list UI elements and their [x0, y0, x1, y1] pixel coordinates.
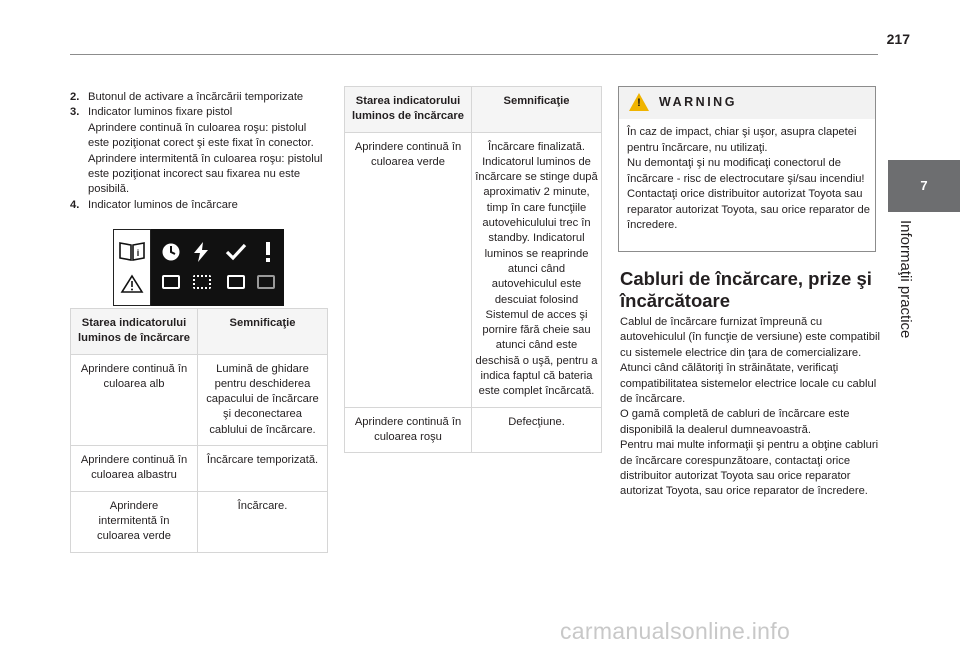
legend-list [70, 90, 328, 213]
exclamation-icon [263, 241, 273, 263]
list-item-number: 3. [70, 106, 80, 119]
table-cell: Defecţiune. [472, 407, 602, 453]
book-info-icon [118, 240, 146, 262]
list-item-text: Butonul de activare a încărcării temporizate [88, 91, 304, 103]
table-cell: Aprindere intermitentă în culoarea verde [71, 491, 198, 552]
table-row [71, 446, 328, 492]
clock-icon [161, 242, 181, 262]
table-cell: Încărcare temporizată. [198, 446, 328, 492]
section-title: Cabluri de încărcare, prize şi încărcătoare [620, 268, 872, 311]
table-cell: Aprindere continuă în culoarea verde [345, 132, 472, 407]
table-row [345, 407, 602, 453]
paragraph: Cablul de încărcare furnizat împreună cu autovehiculul (în funcţie de versiune) este compatibil cu sistemele electrice din ţara de comercializare. Atunci când călătoriţi în străinătate, verificaţi compatibilitatea sistemelor electrice locale cu cablul de încărcare. [620, 316, 880, 406]
list-item [70, 198, 328, 213]
list-item-number: 4. [70, 198, 80, 211]
indicator-legend-panel [113, 229, 151, 306]
lightning-icon [191, 241, 211, 263]
table-cell: Încărcare finalizată. Indicatorul luminos de încărcare se stinge după aproximativ 2 minute, timp în care funcţiile autovehiculului trec în standby. Indicatorul luminos se reaprinde atunci când autovehiculul este descuiat folosind Sistemul de acces şi pornire fără cheie sau atunci când este deschisă o uşă, pentru a indica faptul că bateria este complet încărcată. [472, 132, 602, 407]
indicator-status-table-2 [344, 86, 602, 453]
indicator-lamp [162, 275, 180, 289]
list-item-text: Indicator luminos fixare pistol [88, 106, 233, 119]
list-item [70, 90, 328, 105]
table-header-row [345, 87, 602, 133]
svg-text:i: i [136, 248, 140, 258]
table-header: Starea indicatorului luminos de încărcare [71, 309, 198, 355]
table-header: Starea indicatorului luminos de încărcare [345, 87, 472, 133]
warning-title: WARNING [659, 95, 737, 109]
table-header: Semnificaţie [472, 87, 602, 133]
warning-text [627, 125, 873, 234]
indicator-lamp [193, 275, 211, 289]
list-item-text: Aprindere intermitentă în culoarea roşu: pistolul este poziţionat incorect sau fixarea nu este posibilă. [88, 152, 323, 196]
list-item-text: Aprindere continuă în culoarea roşu: pistolul este poziţionat corect şi este fixat în conector. [88, 121, 314, 150]
warning-line: Contactaţi orice distribuitor autorizat Toyota sau reparator autorizat Toyota, sau orice reparator de încredere. [627, 188, 870, 231]
list-item-text: Indicator luminos de încărcare [88, 198, 238, 211]
table-row [71, 354, 328, 445]
list-item [70, 105, 328, 197]
warning-outline-icon [120, 274, 144, 294]
indicator-lamp [257, 275, 275, 289]
paragraph: O gamă completă de cabluri de încărcare este disponibilă la dealerul dumneavoastră. [620, 408, 850, 436]
table-cell: Încărcare. [198, 491, 328, 552]
table-row [71, 491, 328, 552]
charging-indicator-illustration [113, 229, 284, 306]
table-header-row [71, 309, 328, 355]
watermark: carmanualsonline.info [560, 618, 791, 644]
table-row [345, 132, 602, 407]
checkmark-icon [225, 242, 247, 262]
indicator-status-table-1 [70, 308, 328, 553]
table-cell: Lumină de ghidare pentru deschiderea capacului de încărcare şi deconectarea cablului de încărcare. [198, 354, 328, 445]
warning-exclamation-icon: ! [637, 97, 641, 109]
section-body [620, 315, 882, 500]
warning-line: În caz de impact, chiar şi uşor, asupra clapetei pentru încărcare, nu utilizaţi. [627, 126, 857, 154]
header-divider [70, 54, 878, 55]
warning-box [618, 86, 876, 252]
table-header: Semnificaţie [198, 309, 328, 355]
table-cell: Aprindere continuă în culoarea roşu [345, 407, 472, 453]
chapter-title-text: Informaţii practice [897, 220, 914, 339]
indicator-lamp [227, 275, 245, 289]
warning-header [619, 87, 875, 119]
chapter-title [892, 220, 916, 350]
paragraph: Pentru mai multe informaţii şi pentru a obţine cabluri de încărcare corespunzătoare, contactaţi orice distribuitor autorizat Toyota sau orice reparator autorizat Toyota, sau orice reparator de încredere. [620, 439, 879, 498]
warning-line: Nu demontaţi şi nu modificaţi conectorul de încărcare - risc de electrocutare şi/sau incendiu! [627, 157, 865, 185]
list-item-number: 2. [70, 91, 80, 103]
chapter-tab[interactable]: 7 [888, 160, 960, 212]
table-cell: Aprindere continuă în culoarea albastru [71, 446, 198, 492]
table-cell: Aprindere continuă în culoarea alb [71, 354, 198, 445]
page-number: 217 [886, 31, 910, 47]
